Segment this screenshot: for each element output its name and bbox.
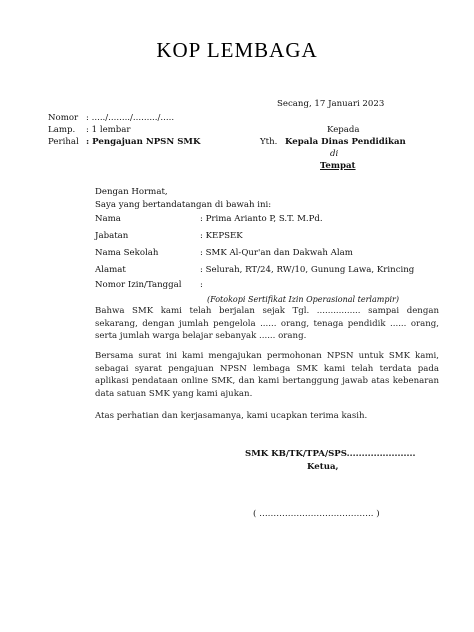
recipient-name: Kepala Dinas Pendidikan bbox=[285, 137, 406, 147]
letterhead-title: KOP LEMBAGA bbox=[156, 38, 318, 62]
greeting: Dengan Hormat, bbox=[95, 187, 168, 197]
perihal-value: : Pengajuan NPSN SMK bbox=[86, 137, 201, 147]
field-label-sekolah: Nama Sekolah bbox=[95, 248, 159, 258]
field-value-alamat: : Selurah, RT/24, RW/10, Gunung Lawa, Krincing bbox=[200, 265, 415, 275]
field-label-jabatan: Jabatan bbox=[95, 231, 129, 241]
kepada-label: Kepada bbox=[327, 125, 360, 135]
field-label-izin: Nomor Izin/Tanggal bbox=[95, 280, 182, 290]
signature-role: Ketua, bbox=[307, 462, 339, 472]
date-line: Secang, 17 Januari 2023 bbox=[277, 99, 385, 109]
perihal-label: Perihal bbox=[48, 137, 79, 147]
paragraph-2: Bersama surat ini kami mengajukan permohonan NPSN untuk SMK kami, sebagai syarat pengajuan NPSN lembaga SMK kami telah terdata pada aplikasi pendataan online SMK, dan kami bertanggung jawab atas kebenaran data satuan SMK yang kami ajukan. bbox=[95, 351, 439, 399]
paragraph-1: Bahwa SMK kami telah berjalan sejak Tgl. ................ sampai dengan sekarang, dengan jumlah pengelola ...... orang, tenaga pendidik ...... orang, serta jumlah warga belajar sebanyak ...... orang. bbox=[95, 306, 439, 342]
nomor-value: : ...../......../........./..... bbox=[86, 113, 175, 123]
tempat-label: Tempat bbox=[320, 161, 356, 171]
field-label-alamat: Alamat bbox=[95, 265, 126, 275]
lamp-value: : 1 lembar bbox=[86, 125, 131, 135]
di-label: di bbox=[330, 149, 339, 159]
field-value-sekolah: : SMK Al-Qur'an dan Dakwah Alam bbox=[200, 248, 353, 258]
nomor-label: Nomor bbox=[48, 113, 79, 123]
signature-org: SMK KB/TK/TPA/SPS....................... bbox=[245, 449, 416, 459]
paragraph-3: Atas perhatian dan kerjasamanya, kami ucapkan terima kasih. bbox=[95, 411, 368, 421]
attachment-note: (Fotokopi Sertifikat Izin Operasional terlampir) bbox=[207, 295, 399, 304]
field-value-nama: : Prima Arianto P, S.T. M.Pd. bbox=[200, 214, 323, 224]
yth-label: Yth. bbox=[260, 137, 278, 147]
signature-name-placeholder: ( …………………………………. ) bbox=[253, 509, 380, 519]
field-label-nama: Nama bbox=[95, 214, 121, 224]
intro-line: Saya yang bertandatangan di bawah ini: bbox=[95, 200, 272, 210]
lamp-label: Lamp. bbox=[48, 125, 76, 135]
field-value-jabatan: : KEPSEK bbox=[200, 231, 243, 241]
field-value-izin: : bbox=[200, 280, 203, 290]
